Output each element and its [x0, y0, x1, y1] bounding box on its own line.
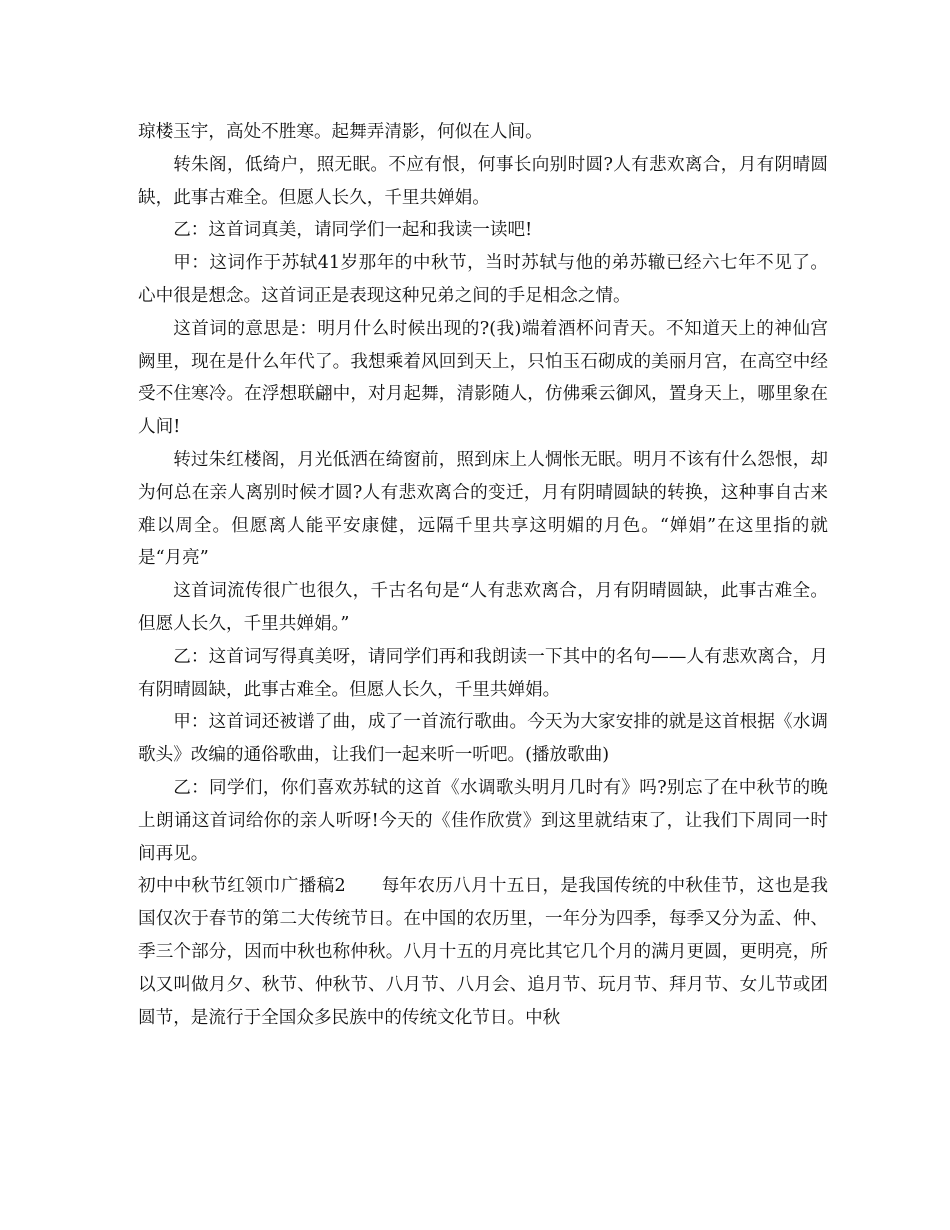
document-page: [138, 116, 828, 1034]
paragraph: 琼楼玉宇，高处不胜寒。起舞弄清影，何似在人间。: [138, 122, 543, 142]
section-spacer: [346, 876, 382, 896]
section-paragraph: [138, 870, 828, 1034]
paragraph: 转朱阁，低绮户，照无眠。不应有恨，何事长向别时圆?人有悲欢离合，月有阴晴圆缺，此事古难全。但愿人长久，千里共婵娟。: [138, 154, 828, 208]
paragraph: 乙：这首词真美，请同学们一起和我读一读吧!: [173, 220, 533, 241]
paragraph: 这首词的意思是：明月什么时候出现的?(我)端着酒杯问青天。不知道天上的神仙宫阙里，现在是什么年代了。我想乘着风回到天上，只怕玉石砌成的美丽月宫，在高空中经受不住寒冷。在浮想联翩中，对月起舞，清影随人，仿佛乘云御风，置身天上，哪里象在人间!: [138, 318, 828, 438]
paragraph: 这首词流传很广也很久，千古名句是“人有悲欢离合，月有阴晴圆缺，此事古难全。但愿人长久，千里共婵娟。”: [138, 581, 828, 634]
section-body: 每年农历八月十五日，是我国传统的中秋佳节，这也是我国仅次于春节的第二大传统节日。在中国的农历里，一年分为四季，每季又分为孟、仲、季三个部分，因而中秋也称仲秋。八月十五的月亮比其它几个月的满月更圆，更明亮，所以又叫做月夕、秋节、仲秋节、八月节、八月会、追月节、玩月节、拜月节、女儿节或团圆节，是流行于全国众多民族中的传统文化节日。中秋: [138, 876, 828, 1028]
paragraph: 乙：这首词写得真美呀，请同学们再和我朗读一下其中的名句——人有悲欢离合，月有阴晴圆缺，此事古难全。但愿人长久，千里共婵娟。: [138, 646, 828, 700]
paragraph: 甲：这词作于苏轼41岁那年的中秋节，当时苏轼与他的弟苏辙已经六七年不见了。心中很是想念。这首词正是表现这种兄弟之间的手足相念之情。: [138, 253, 828, 306]
section-title: 初中中秋节红领巾广播稿2: [138, 876, 346, 897]
paragraph: 甲：这首词还被谱了曲，成了一首流行歌曲。今天为大家安排的就是这首根据《水调歌头》改编的通俗歌曲，让我们一起来听一听吧。(播放歌曲): [138, 712, 828, 766]
paragraph: 乙：同学们，你们喜欢苏轼的这首《水调歌头明月几时有》吗?别忘了在中秋节的晚上朗诵这首词给你的亲人听呀!今天的《佳作欣赏》到这里就结束了，让我们下周同一时间再见。: [138, 777, 828, 864]
paragraph: 转过朱红楼阁，月光低洒在绮窗前，照到床上人惆怅无眠。明月不该有什么怨恨，却为何总在亲人离别时候才圆?人有悲欢离合的变迁，月有阴晴圆缺的转换，这种事自古来难以周全。但愿离人能平安康健，远隔千里共享这明媚的月色。“婵娟”在这里指的就是“月亮”: [138, 449, 828, 569]
